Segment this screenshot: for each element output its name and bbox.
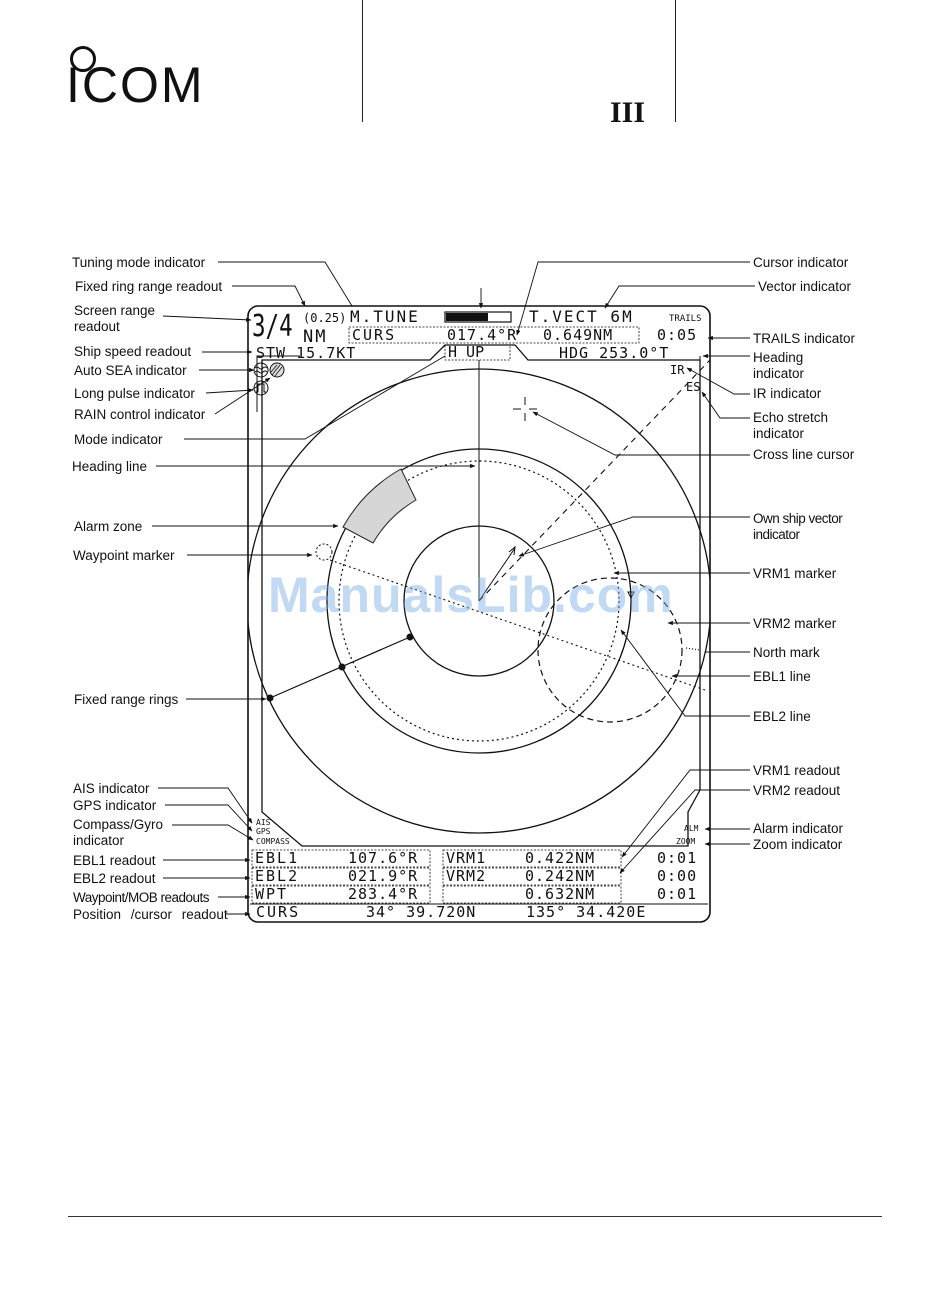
trails-indicator: TRAILS [669, 314, 702, 324]
waypoint-marker [316, 544, 332, 560]
wpt-range: 0.632NM [525, 885, 596, 903]
ir-indicator: IR [670, 363, 685, 377]
tuning-bar-level [446, 313, 488, 321]
callout-long-pulse: Long pulse indicator [74, 386, 195, 401]
zoom-indicator: ZOOM [676, 837, 696, 846]
callout-waypoint-marker: Waypoint marker [73, 548, 175, 563]
vrm1-label: VRM1 [446, 849, 487, 867]
callout-ebl1-line: EBL1 line [753, 669, 811, 684]
callout-north-mark: North mark [753, 645, 820, 660]
callout-heading-line: Heading line [72, 459, 148, 474]
callout-cross-line-cursor: Cross line cursor [753, 447, 855, 462]
ebl1-value: 107.6°R [348, 849, 419, 867]
vrm1-time: 0:01 [657, 849, 698, 867]
callout-ebl2-line: EBL2 line [753, 709, 811, 724]
callout-own-ship-vector: Own ship vector indicator [753, 511, 843, 542]
long-pulse-icon [254, 381, 268, 395]
vrm2-value: 0.242NM [525, 867, 596, 885]
callout-heading: Heading indicator [753, 350, 805, 381]
trails-time: 0:05 [657, 326, 698, 344]
callout-alarm-zone: Alarm zone [74, 519, 143, 534]
position-latitude: 34° 39.720N [366, 903, 477, 921]
section-mark: III [610, 96, 646, 129]
vrm2-time: 0:00 [657, 867, 698, 885]
alarm-indicator: ALM [684, 824, 699, 833]
ais-indicator: AIS [256, 818, 271, 827]
callout-trails: TRAILS indicator [753, 331, 856, 346]
callout-fixed-range-rings: Fixed range rings [74, 692, 179, 707]
cursor-label: CURS [352, 326, 397, 344]
position-cursor-label: CURS [256, 903, 301, 921]
auto-sea-icon [254, 363, 268, 377]
callout-mode: Mode indicator [74, 432, 163, 447]
callout-gps: GPS indicator [73, 798, 157, 813]
vector-indicator: T.VECT 6M [529, 307, 634, 326]
watermark: ManualsLib.com [268, 567, 674, 623]
cursor-bearing: 017.4°R [447, 326, 518, 344]
callout-fixed-ring: Fixed ring range readout [75, 279, 223, 294]
range-unit: NM [303, 327, 328, 347]
callout-tuning-mode: Tuning mode indicator [72, 255, 206, 270]
vrm2-label: VRM2 [446, 867, 487, 885]
mode-indicator: H UP [448, 343, 485, 361]
callout-alarm: Alarm indicator [753, 821, 844, 836]
callout-compass: Compass/Gyro indicator [73, 817, 164, 848]
echo-stretch-indicator: ES [686, 380, 701, 394]
ebl1-label: EBL1 [255, 849, 300, 867]
cursor-range: 0.649NM [543, 326, 614, 344]
brand-logo: ICOM [66, 57, 205, 113]
ring-marker-outer [267, 695, 274, 702]
callout-ir: IR indicator [753, 386, 822, 401]
callout-auto-sea: Auto SEA indicator [74, 363, 187, 378]
callout-ebl1-readout: EBL1 readout [73, 853, 156, 868]
wpt-time: 0:01 [657, 885, 698, 903]
cross-line-cursor [513, 397, 537, 421]
footer-rule [68, 1216, 882, 1217]
compass-indicator: COMPASS [256, 837, 290, 846]
fixed-ring-range-readout: (0.25) [303, 311, 347, 325]
callout-rain-control: RAIN control indicator [74, 407, 206, 422]
callout-vrm1-readout: VRM1 readout [753, 763, 841, 778]
ebl2-line [479, 360, 710, 601]
callout-vrm2-marker: VRM2 marker [753, 616, 837, 631]
callout-cursor: Cursor indicator [753, 255, 849, 270]
rain-control-icon [270, 363, 284, 377]
north-mark [686, 648, 700, 650]
wpt-label: WPT [255, 885, 289, 903]
wpt-bearing: 283.4°R [348, 885, 419, 903]
position-longitude: 135° 34.420E [526, 903, 647, 921]
callout-ais: AIS indicator [73, 781, 150, 796]
screen-range-readout: 3/4 [252, 309, 293, 344]
callout-waypoint-mob: Waypoint/MOB readouts [73, 890, 210, 905]
callout-vector: Vector indicator [758, 279, 852, 294]
ebl2-label: EBL2 [255, 867, 300, 885]
gps-indicator: GPS [256, 827, 271, 836]
vrm1-value: 0.422NM [525, 849, 596, 867]
callout-vrm2-readout: VRM2 readout [753, 783, 841, 798]
callout-position-cursor: Position /cursor readout [73, 907, 228, 922]
tuning-mode-indicator: M.TUNE [350, 307, 420, 326]
callout-vrm1-marker: VRM1 marker [753, 566, 837, 581]
ring-marker-inner [407, 634, 414, 641]
callout-echo-stretch: Echo stretch indicator [753, 410, 829, 441]
callout-ship-speed: Ship speed readout [74, 344, 192, 359]
ebl2-value: 021.9°R [348, 867, 419, 885]
alarm-zone [343, 469, 416, 543]
heading-indicator: HDG 253.0°T [559, 344, 670, 362]
ship-speed-readout: STW 15.7KT [256, 344, 357, 362]
callout-zoom: Zoom indicator [753, 837, 843, 852]
callout-ebl2-readout: EBL2 readout [73, 871, 156, 886]
callout-screen-range: Screen range readout [74, 303, 156, 334]
ring-marker-middle [339, 664, 346, 671]
